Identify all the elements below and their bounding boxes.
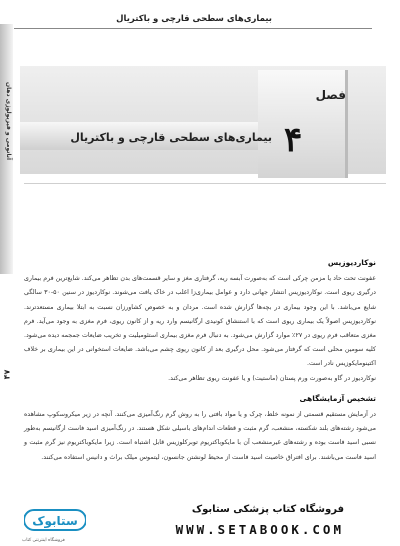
paragraph: عفونت تحت حاد یا مزمن چرکی است که به‌صورت آبسه ریه، گرفتاری مغز و سایر قسمت‌های بدن تظاهر می‌کند. شایع‌ترین فرم بیماری درگیری ریوی است. نوکاردیوزیس انتشار جهانی دارد و عوامل بیماری‌زا اغلب در خاک یافت می‌شوند. نوکاردیوز در سنین ۵۰-۳۰ سالگی شایع می‌باشد. با این وجود بیماری در بچه‌ها گزارش شده است. مردان و به خصوص کشاورزان نسبت به ابتلا بیماری مستعدترند. نوکاردیوزیس اصولاً یک بیماری ریوی است که با استنشاق کونیدی ارگانیسم وارد ریه و از کانون ریوی، فرم مغزی به وجود می‌آید. فرم مغزی متعاقب فرم ریوی در ۲۷٪ موارد گزارش می‌شود. به دنبال فرم مغزی بیماری استئومیلیت و تخریب ضایعات جمجمه دیده می‌شود. کلیه سومین محلی است که گرفتار می‌شود. محل درگیری بعد از کانون ریوی چشم می‌باشد. ضایعات استخوانی در این بیماری بر خلاف اکتینومایکوزیس نادر است. xyxy=(24,275,376,368)
header-divider xyxy=(14,28,372,29)
footer-url-link[interactable]: WWW.SETABOOK.COM xyxy=(175,522,344,537)
paragraph: در آزمایش مستقیم قسمتی از نمونه خلط، چرک و یا مواد بافتی را به روش گرم رنگ‌آمیزی می‌کنند. آنچه در زیر میکروسکوپ مشاهده می‌شود رشته‌های بلند شکسته، منشعب، گرم مثبت و قطعات اندام‌های باسیلی شکل هستند. در رنگ‌آمیزی اسید فاست ارگانیسم به‌طور نسبی اسید فاست بوده و رشته‌های غیرمنشعب آن با مایکوباکتریوم توبرکلوزیس قابل اشتباه است. زیرا مایکوباکتریوم نیز گرم مثبت و اسید فاست می‌باشند. برای افتراق خاصیت اسید فاست از محیط لونشتن جانسون، لیتموس میلک براث و دانیس استفاده می‌کنند. xyxy=(24,411,376,461)
paragraph: نوکاردیوز در گاو به‌صورت ورم پستان (ماستیت) و یا عفونت ریوی تظاهر می‌کند. xyxy=(168,374,376,382)
chapter-number-tab xyxy=(258,70,348,178)
running-header-title: بیماری‌های سطحی قارچی و باکتریال xyxy=(116,14,272,24)
section-heading: تشخیص آزمایشگاهی xyxy=(299,393,376,403)
chapter-number: ۴ xyxy=(284,120,303,160)
setabook-logo xyxy=(24,504,86,538)
page-number: ۴۷ xyxy=(2,369,12,380)
logo-text: ستابوک xyxy=(32,514,78,528)
chapter-label: فصل xyxy=(315,88,346,102)
page-content xyxy=(24,256,376,465)
side-tab-text: آناتومی و فیزیولوژی دهان xyxy=(5,81,12,160)
footer-shop-name: فروشگاه کتاب پزشکی ستابوک xyxy=(191,504,344,515)
section-heading: نوکاردیوزیس xyxy=(327,258,376,267)
chapter-title: بیماری‌های سطحی قارچی و باکتریال xyxy=(70,131,272,144)
logo-caption: فروشگاه اینترنتی کتاب xyxy=(22,538,65,543)
banner-divider xyxy=(24,183,386,184)
